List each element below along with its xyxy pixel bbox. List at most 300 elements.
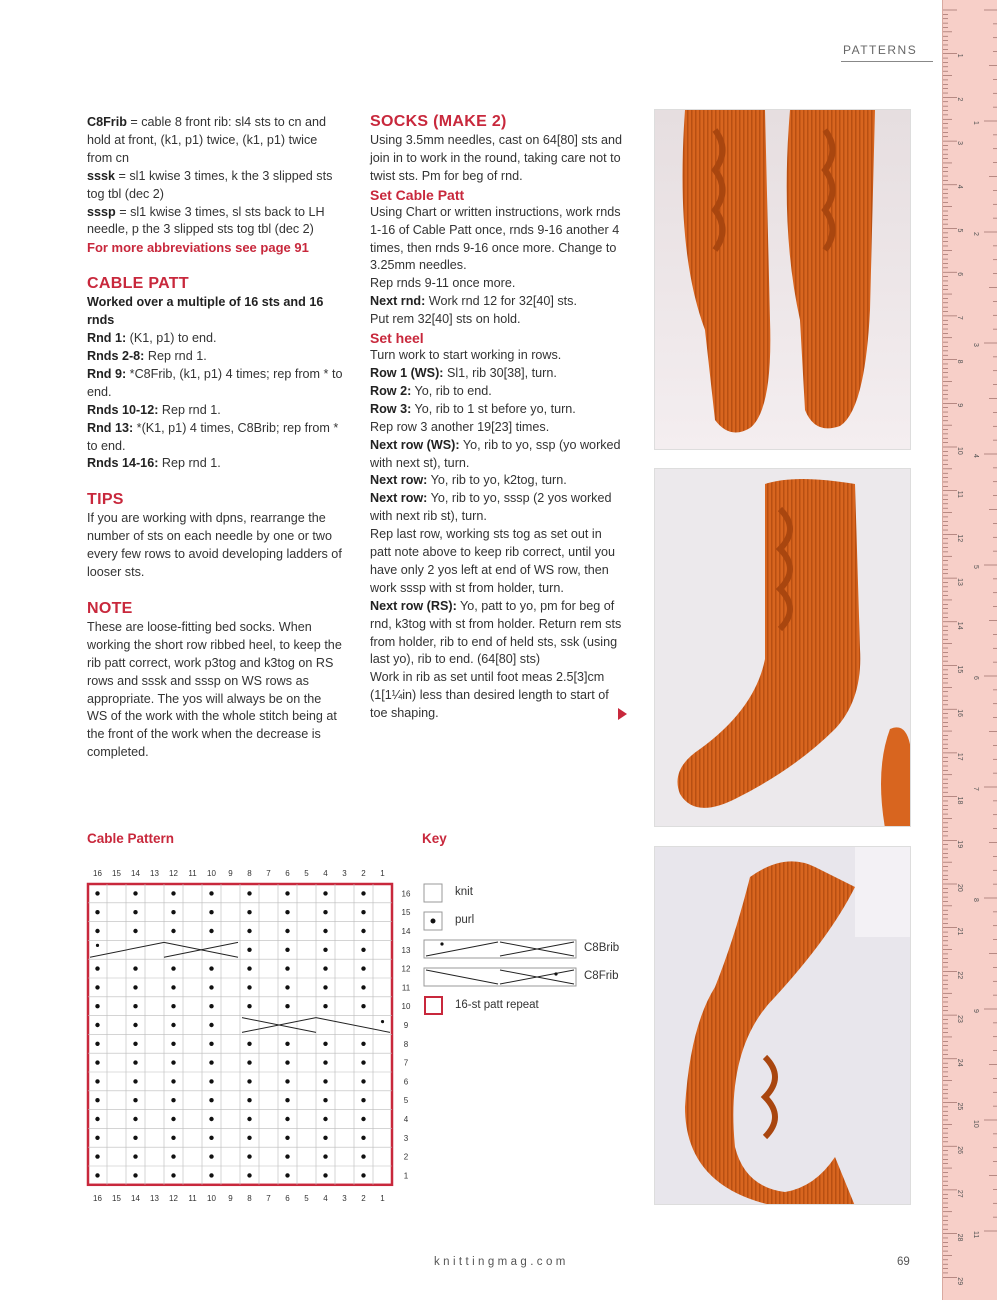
purl-dot xyxy=(361,929,365,933)
instruction-line xyxy=(87,204,345,240)
purl-dot xyxy=(95,985,99,989)
chart-col-number-top: 8 xyxy=(247,869,252,878)
chart-col-number-bottom: 11 xyxy=(188,1193,197,1203)
instruction-line xyxy=(370,365,626,383)
purl-dot xyxy=(171,1136,175,1140)
purl-dot xyxy=(247,1042,251,1046)
chart-col-number-bottom: 12 xyxy=(169,1193,178,1203)
ruler-cm-label: 20 xyxy=(956,884,963,892)
purl-dot xyxy=(209,1023,213,1027)
c8brib-symbol-icon xyxy=(424,940,576,958)
knit-symbol-icon xyxy=(424,884,442,902)
key-knit-label: knit xyxy=(455,886,473,898)
key-c8frib-label: C8Frib xyxy=(584,970,619,982)
purl-dot xyxy=(133,1154,137,1158)
ruler-in-label: 3 xyxy=(972,343,979,347)
chart-col-number-bottom: 1 xyxy=(380,1193,385,1203)
next-rows xyxy=(370,437,626,527)
purl-dot xyxy=(133,1098,137,1102)
purl-dot xyxy=(133,1042,137,1046)
purl-dot xyxy=(361,891,365,895)
purl-dot xyxy=(95,891,99,895)
purl-dot xyxy=(209,1173,213,1177)
purl-dot xyxy=(361,1098,365,1102)
purl-dot xyxy=(285,1060,289,1064)
purl-dot xyxy=(247,1154,251,1158)
ruler-cm-label: 16 xyxy=(956,709,963,717)
purl-dot xyxy=(209,1098,213,1102)
chart-col-number-top: 5 xyxy=(304,869,309,878)
purl-dot xyxy=(323,910,327,914)
note-text: These are loose-fitting bed socks. When working the short row ribbed heel, to keep the rib patt correct, work p3tog and k3tog on RS rows and sssk and sssp on WS rows as appropriate. The yos will always be on the WS of the work with the whole stitch being at the front of the work when the decrease is completed. xyxy=(87,619,342,760)
purl-dot xyxy=(285,985,289,989)
purl-dot xyxy=(247,1098,251,1102)
purl-dot xyxy=(171,1117,175,1121)
socks-heading: SOCKS (MAKE 2) xyxy=(370,113,507,130)
chart-col-number-bottom: 5 xyxy=(304,1193,309,1203)
purl-dot xyxy=(361,985,365,989)
rep-line: Rep rnds 9-11 once more. xyxy=(370,276,516,291)
instruction-text: *(K1, p1) 4 times, C8Brib; rep from * to end. xyxy=(87,420,339,453)
ruler-cm-label: 28 xyxy=(956,1233,963,1242)
purl-dot xyxy=(361,1154,365,1158)
chart-col-number-top: 2 xyxy=(361,869,366,878)
purl-dot xyxy=(171,910,175,914)
ruler-cm-label: 5 xyxy=(956,228,963,233)
purl-dot xyxy=(323,929,327,933)
purl-dot xyxy=(285,891,289,895)
note-heading: NOTE xyxy=(87,599,133,617)
ruler-cm-label: 11 xyxy=(956,490,963,498)
purl-dot xyxy=(133,929,137,933)
instruction-line xyxy=(87,168,345,204)
heel-rows xyxy=(370,365,626,419)
repeat-symbol-icon xyxy=(425,997,442,1014)
key-title: Key xyxy=(422,831,447,846)
purl-dot xyxy=(323,1098,327,1102)
instruction-line xyxy=(87,455,345,473)
purl-dot xyxy=(285,1173,289,1177)
purl-dot xyxy=(247,1060,251,1064)
key-purl-label: purl xyxy=(455,914,475,926)
instruction-term: sssk xyxy=(87,168,116,183)
instruction-line xyxy=(87,420,345,456)
continue-arrow-icon xyxy=(618,708,627,720)
purl-dot xyxy=(209,891,213,895)
chart-col-number-bottom: 14 xyxy=(131,1193,140,1203)
purl-dot xyxy=(247,910,251,914)
purl-dot xyxy=(133,1117,137,1121)
purl-dot xyxy=(95,910,99,914)
instruction-term: Row 1 (WS): xyxy=(370,365,444,380)
purl-dot xyxy=(209,1136,213,1140)
instruction-text: Yo, rib to yo, sssp (2 yos worked with next rib st), turn. xyxy=(370,491,612,524)
next-rnd: Next rnd: Work rnd 12 for 32[40] sts. xyxy=(370,294,577,309)
instruction-term: Rnds 2-8: xyxy=(87,348,145,363)
chart-col-number-top: 11 xyxy=(188,869,197,878)
instruction-term: Rnds 10-12: xyxy=(87,402,159,417)
footer-website: knittingmag.com xyxy=(434,1256,569,1268)
chart-col-number-bottom: 10 xyxy=(207,1193,216,1203)
chart-col-number-top: 1 xyxy=(380,869,385,878)
ruler-cm-label: 13 xyxy=(956,578,963,586)
purl-dot xyxy=(361,948,365,952)
ruler-cm-label: 4 xyxy=(956,184,963,189)
instruction-line xyxy=(370,383,626,401)
column-left xyxy=(87,114,345,762)
purl-dot xyxy=(285,1117,289,1121)
instruction-term: Row 3: xyxy=(370,401,412,416)
purl-dot xyxy=(247,929,251,933)
instruction-line xyxy=(87,330,345,348)
ruler-cm-label: 27 xyxy=(956,1189,963,1198)
instruction-term: Row 2: xyxy=(370,383,412,398)
key-c8brib-label: C8Brib xyxy=(584,942,620,954)
purl-dot xyxy=(95,1042,99,1046)
ruler-cm-label: 6 xyxy=(956,272,963,277)
instruction-term: Rnd 1: xyxy=(87,331,127,346)
chart-col-number-bottom: 2 xyxy=(361,1193,366,1203)
purl-dot xyxy=(171,1023,175,1027)
instruction-line xyxy=(87,348,345,366)
abbreviations-link[interactable]: For more abbreviations see page 91 xyxy=(87,240,309,256)
chart-row-number: 13 xyxy=(401,945,411,955)
tips-text: If you are working with dpns, rearrange the number of sts on each needle by one or two every few rows to avoid developing ladders of looser sts. xyxy=(87,511,342,580)
chart-col-number-top: 14 xyxy=(131,869,140,878)
ruler-cm-label: 14 xyxy=(956,621,963,630)
purl-dot xyxy=(285,1004,289,1008)
instruction-text: Yo, rib to end. xyxy=(411,383,492,398)
instruction-term: Next row: xyxy=(370,491,428,506)
ruler-in-label: 7 xyxy=(972,787,979,791)
chart-row-number: 1 xyxy=(403,1171,409,1181)
purl-dot xyxy=(133,966,137,970)
purl-dot xyxy=(95,1117,99,1121)
purl-dot xyxy=(95,1004,99,1008)
purl-dot xyxy=(323,966,327,970)
purl-dot xyxy=(361,1173,365,1177)
purl-dot xyxy=(323,948,327,952)
instruction-text: Yo, rib to yo, ssp (yo worked with next st), turn. xyxy=(370,437,621,470)
chart-col-number-top: 6 xyxy=(285,869,290,878)
instruction-text: Rep rnd 1. xyxy=(158,456,221,471)
ruler-cm-label: 24 xyxy=(956,1058,963,1067)
ruler-cm-label: 7 xyxy=(956,315,963,320)
chart-row-number: 8 xyxy=(403,1039,409,1049)
purl-dot xyxy=(247,891,251,895)
purl-dot xyxy=(247,1117,251,1121)
chart-col-number-bottom: 8 xyxy=(247,1193,252,1203)
cable-dot xyxy=(96,944,99,947)
chart-col-number-bottom: 9 xyxy=(228,1193,233,1203)
work-in-rib: Work in rib as set until foot meas 2.5[3]cm (1[1¼in) less than desired length to start of toe shaping. xyxy=(370,670,609,721)
purl-dot xyxy=(95,1079,99,1083)
purl-dot xyxy=(323,891,327,895)
instruction-line xyxy=(370,401,626,419)
purl-dot xyxy=(285,1042,289,1046)
instruction-term: sssp xyxy=(87,204,116,219)
chart-row-number: 5 xyxy=(403,1096,409,1106)
purl-dot xyxy=(361,1004,365,1008)
instruction-text: Rep rnd 1. xyxy=(158,402,221,417)
ruler-cm-label: 8 xyxy=(956,359,963,364)
rep-last: Rep last row, working sts tog as set out in patt note above to keep rib correct, until you have only 2 yos left at end of WS row, then work sssp with st from holder, turn. xyxy=(370,527,616,595)
instruction-text: = sl1 kwise 3 times, k the 3 slipped sts tog tbl (dec 2) xyxy=(87,168,333,201)
next-rs: Next row (RS): Yo, patt to yo, pm for beg of rnd, k3tog with st from holder. Return rem sts from holder, rib to end of held sts, ssk (using last yo), rib to end. (64[80] sts) xyxy=(370,598,622,667)
ruler-in-label: 5 xyxy=(972,565,979,569)
instruction-text: Yo, rib to yo, k2tog, turn. xyxy=(427,473,567,488)
chart-col-number-top: 4 xyxy=(323,869,328,878)
purl-dot xyxy=(285,1136,289,1140)
chart-col-number-bottom: 6 xyxy=(285,1193,290,1203)
section-header: PATTERNS xyxy=(843,43,918,57)
purl-dot xyxy=(323,1154,327,1158)
chart-col-number-top: 12 xyxy=(169,869,178,878)
purl-dot xyxy=(95,1060,99,1064)
purl-dot xyxy=(247,1079,251,1083)
chart-row-number: 3 xyxy=(403,1133,409,1143)
chart-col-number-top: 15 xyxy=(112,869,121,878)
instruction-text: Rep rnd 1. xyxy=(144,348,207,363)
ruler-in-label: 2 xyxy=(972,232,979,236)
chart-col-number-bottom: 15 xyxy=(112,1193,121,1203)
page-number: 69 xyxy=(897,1256,910,1268)
purl-dot xyxy=(323,985,327,989)
instruction-line xyxy=(87,366,345,402)
chart-row-number: 7 xyxy=(403,1058,409,1068)
purl-dot xyxy=(247,1173,251,1177)
column-middle xyxy=(370,112,626,723)
instruction-text: Sl1, rib 30[38], turn. xyxy=(443,365,557,380)
purl-dot xyxy=(247,1004,251,1008)
instruction-line xyxy=(370,490,626,526)
ruler-in-label: 8 xyxy=(972,898,979,902)
measuring-ruler xyxy=(942,0,997,1300)
purl-dot xyxy=(95,929,99,933)
ruler-in-label: 4 xyxy=(972,454,979,458)
set-cable-heading: Set Cable Patt xyxy=(370,186,465,203)
chart-col-number-bottom: 3 xyxy=(342,1193,347,1203)
purl-dot xyxy=(361,1117,365,1121)
purl-dot xyxy=(361,966,365,970)
cable-patt-rows xyxy=(87,330,345,473)
purl-dot xyxy=(323,1079,327,1083)
set-cable-text: Using Chart or written instructions, work rnds 1-16 of Cable Patt once, rnds 9-16 another 4 times, then rnds 9-16 once more. Change to 3.25mm needles. xyxy=(370,204,621,273)
purl-dot xyxy=(209,1004,213,1008)
chart-row-number: 10 xyxy=(401,1002,411,1012)
purl-dot xyxy=(247,966,251,970)
cable-chart xyxy=(80,862,420,1212)
turn-work: Turn work to start working in rows. xyxy=(370,348,562,363)
purl-dot xyxy=(209,1117,213,1121)
purl-dot xyxy=(95,1154,99,1158)
ruler-cm-label: 18 xyxy=(956,796,963,805)
purl-dot xyxy=(171,1154,175,1158)
instruction-term: Next row: xyxy=(370,473,428,488)
purl-dot xyxy=(323,1004,327,1008)
ruler-cm-label: 1 xyxy=(956,53,963,58)
chart-col-number-bottom: 16 xyxy=(93,1193,102,1203)
purl-dot xyxy=(95,1136,99,1140)
purl-dot xyxy=(247,948,251,952)
purl-dot xyxy=(133,1004,137,1008)
chart-row-number: 4 xyxy=(403,1115,409,1124)
chart-row-number: 11 xyxy=(401,983,411,993)
ruler-cm-label: 25 xyxy=(956,1102,963,1111)
chart-col-number-top: 3 xyxy=(342,869,347,878)
instruction-term: Rnd 9: xyxy=(87,366,127,381)
purl-dot xyxy=(133,1136,137,1140)
ruler-in-label: 6 xyxy=(972,676,979,680)
purl-dot xyxy=(171,1060,175,1064)
purl-dot xyxy=(171,985,175,989)
purl-dot xyxy=(133,1060,137,1064)
purl-dot xyxy=(133,1023,137,1027)
purl-dot xyxy=(209,1042,213,1046)
purl-dot xyxy=(247,985,251,989)
ruler-cm-label: 3 xyxy=(956,141,963,146)
purl-dot xyxy=(361,910,365,914)
ruler-cm-label: 2 xyxy=(956,97,963,102)
ruler-cm-label: 10 xyxy=(956,447,963,455)
tips-heading: TIPS xyxy=(87,491,124,509)
chart-row-number: 9 xyxy=(403,1021,409,1030)
instruction-text: = sl1 kwise 3 times, sl sts back to LH needle, p the 3 slipped sts tog tbl (dec 2) xyxy=(87,204,325,237)
purl-dot xyxy=(323,1117,327,1121)
purl-dot xyxy=(171,1004,175,1008)
instruction-term: Rnds 14-16: xyxy=(87,456,159,471)
purl-dot xyxy=(209,1060,213,1064)
sock-photo-front xyxy=(654,109,911,450)
chart-row-number: 15 xyxy=(401,908,411,918)
purl-dot xyxy=(209,929,213,933)
chart-col-number-top: 13 xyxy=(150,869,159,878)
instruction-term: Rnd 13: xyxy=(87,420,134,435)
instruction-text: Yo, rib to 1 st before yo, turn. xyxy=(411,401,576,416)
purl-dot xyxy=(361,1079,365,1083)
cable-patt-intro: Worked over a multiple of 16 sts and 16 rnds xyxy=(87,295,324,328)
purl-dot xyxy=(133,1079,137,1083)
ruler-cm-label: 21 xyxy=(956,927,963,936)
sock-photo-side xyxy=(654,468,911,827)
instruction-line xyxy=(370,437,626,473)
purl-dot xyxy=(171,891,175,895)
purl-dot xyxy=(171,1042,175,1046)
purl-dot xyxy=(133,985,137,989)
chart-row-number: 6 xyxy=(403,1077,409,1087)
purl-dot xyxy=(323,1042,327,1046)
put-rem: Put rem 32[40] sts on hold. xyxy=(370,312,521,327)
purl-dot xyxy=(209,1079,213,1083)
instruction-text: (K1, p1) to end. xyxy=(126,331,217,346)
instruction-line xyxy=(370,472,626,490)
chart-col-number-bottom: 7 xyxy=(266,1193,271,1203)
chart-col-number-top: 7 xyxy=(266,869,271,878)
purl-dot xyxy=(323,1060,327,1064)
chart-row-number: 12 xyxy=(401,964,411,974)
purl-dot xyxy=(361,1136,365,1140)
ruler-cm-label: 17 xyxy=(956,752,963,761)
chart-row-number: 16 xyxy=(401,889,411,899)
purl-dot xyxy=(209,985,213,989)
purl-dot xyxy=(133,891,137,895)
purl-dot xyxy=(323,1173,327,1177)
purl-dot xyxy=(285,910,289,914)
instruction-term: C8Frib xyxy=(87,115,127,129)
ruler-cm-label: 29 xyxy=(956,1277,963,1286)
chart-row-number: 14 xyxy=(401,927,411,936)
c8frib-symbol-icon xyxy=(424,968,576,986)
sock-photo-heel xyxy=(654,846,911,1205)
chart-col-number-bottom: 4 xyxy=(323,1193,328,1203)
instruction-term: Next row (WS): xyxy=(370,437,460,452)
chart-title: Cable Pattern xyxy=(87,831,175,846)
key-repeat-label: 16-st patt repeat xyxy=(455,999,539,1011)
purl-dot xyxy=(95,1173,99,1177)
purl-dot xyxy=(323,1136,327,1140)
purl-dot xyxy=(95,966,99,970)
purl-dot xyxy=(95,1023,99,1027)
abbreviation-list xyxy=(87,114,345,239)
purl-dot xyxy=(209,1154,213,1158)
purl-dot xyxy=(171,929,175,933)
ruler-cm-label: 15 xyxy=(956,665,963,674)
purl-dot xyxy=(171,1079,175,1083)
chart-col-number-top: 9 xyxy=(228,869,233,878)
purl-dot xyxy=(361,1042,365,1046)
purl-dot xyxy=(285,1079,289,1083)
instruction-text: *C8Frib, (k1, p1) 4 times; rep from * to end. xyxy=(87,366,343,399)
ruler-in-label: 11 xyxy=(972,1231,979,1239)
ruler-in-label: 10 xyxy=(972,1120,979,1128)
chart-col-number-bottom: 13 xyxy=(150,1193,159,1203)
purl-dot xyxy=(171,1173,175,1177)
ruler-cm-label: 12 xyxy=(956,534,963,543)
socks-text: Using 3.5mm needles, cast on 64[80] sts and join in to work in the round, taking care not to twist sts. Pm for beg of rnd. xyxy=(370,133,623,183)
purl-dot xyxy=(361,1060,365,1064)
instruction-line xyxy=(87,114,345,168)
ruler-cm-label: 19 xyxy=(956,840,963,849)
ruler-cm-label: 9 xyxy=(956,403,963,408)
set-heel-heading: Set heel xyxy=(370,330,424,347)
chart-col-number-top: 16 xyxy=(93,869,102,878)
ruler-in-label: 9 xyxy=(972,1009,979,1013)
cable-patt-heading: CABLE PATT xyxy=(87,275,189,293)
purl-dot xyxy=(209,966,213,970)
chart-col-number-top: 10 xyxy=(207,869,216,878)
ruler-cm-label: 22 xyxy=(956,971,963,980)
purl-dot xyxy=(209,910,213,914)
purl-dot xyxy=(285,948,289,952)
purl-dot xyxy=(171,966,175,970)
chart-row-number: 2 xyxy=(403,1152,409,1162)
ruler-cm-label: 23 xyxy=(956,1015,963,1023)
instruction-line xyxy=(87,402,345,420)
instruction-text: = cable 8 front rib: sl4 sts to cn and hold at front, (k1, p1) twice, (k1, p1) twice from cn xyxy=(87,115,327,165)
purl-dot xyxy=(285,966,289,970)
purl-dot xyxy=(285,1098,289,1102)
ruler-cm-label: 26 xyxy=(956,1146,963,1154)
rep-row3: Rep row 3 another 19[23] times. xyxy=(370,419,550,434)
purl-dot xyxy=(247,1136,251,1140)
purl-dot xyxy=(171,1098,175,1102)
cable-dot xyxy=(381,1020,384,1023)
purl-dot xyxy=(133,1173,137,1177)
purl-dot xyxy=(95,1098,99,1102)
ruler-in-label: 1 xyxy=(972,121,979,125)
purl-dot xyxy=(133,910,137,914)
header-rule xyxy=(841,61,933,62)
